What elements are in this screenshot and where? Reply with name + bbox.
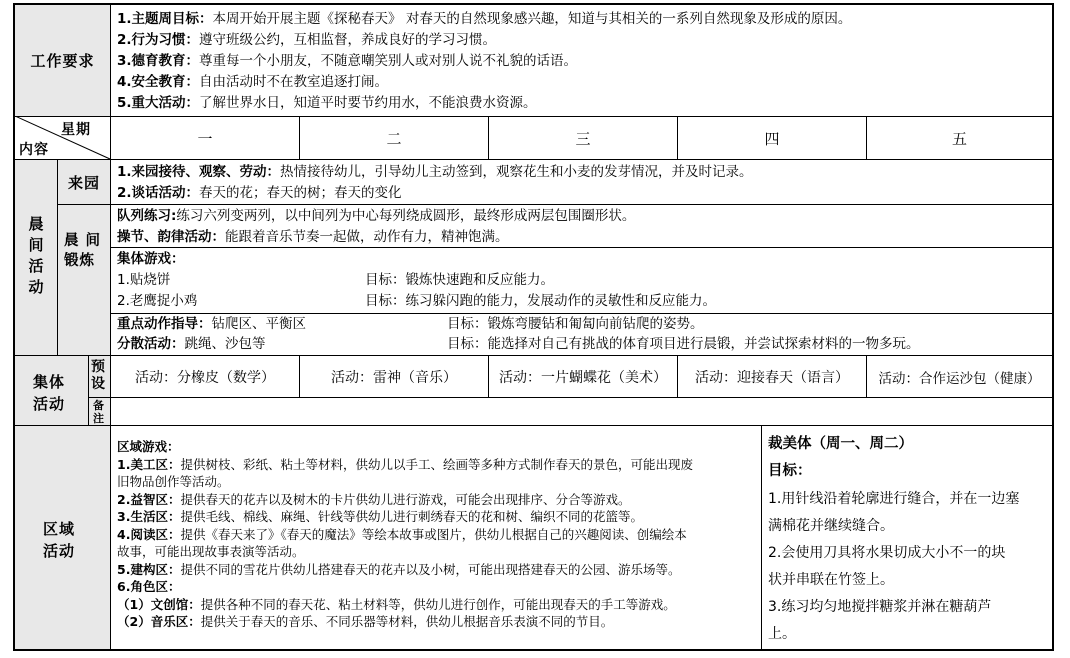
focus-title: 裁美体（周一、周二） (768, 436, 913, 452)
day-header-thu: 四 (764, 129, 780, 148)
arrival-content (117, 162, 1047, 204)
requirement-item: 5.重大活动：了解世界水日，知道平时要节约用水，不能浪费水资源。 (117, 95, 537, 111)
focus-goal-line: 3.练习均匀地搅拌糖浆并淋在糖葫芦 (768, 599, 992, 615)
focus-goal-label: 目标： (768, 463, 812, 479)
zone-line: 故事，可能出现故事表演等活动。 (117, 544, 305, 559)
zone-line: 2.益智区：提供春天的花卉以及树木的卡片供幼儿进行游戏，可能会出现排序、分合等游戏。 (117, 491, 631, 507)
arrival-line: 2.谈话活动：春天的花；春天的树；春天的变化 (117, 185, 402, 201)
group-games-content (117, 249, 1047, 313)
focus-goal-line: 2.会使用刀具将水果切成大小不一的块 (768, 545, 1006, 561)
zone-line: （1）文创馆：提供各种不同的春天花、粘土材料等，供幼儿进行创作，可能出现春天的手工等游戏。 (117, 596, 676, 612)
day-header-mon: 一 (197, 129, 213, 148)
arrival-header (58, 160, 110, 204)
collective-activity-fri: 活动：合作运沙包（健康） (878, 370, 1041, 387)
requirement-item: 1.主题周目标：本周开始开展主题《探秘春天》 对春天的自然现象感兴趣，知道与其相关的一系列自然现象及形成的原因。 (117, 11, 852, 27)
exercise-header (58, 205, 110, 355)
area-label-line2: 活动 (43, 542, 76, 560)
zone-line: 1.美工区：提供树枝、彩纸、粘土等材料，供幼儿以手工、绘画等多种方式制作春天的景色，可能出现废 (117, 456, 693, 472)
key-action-line: 重点动作指导：钻爬区、平衡区 (117, 316, 306, 332)
requirement-item: 4.安全教育：自由活动时不在教室追逐打闹。 (117, 74, 389, 90)
collective-activity-tue: 活动：雷神（音乐） (331, 369, 457, 386)
corner-weekday-label: 星期 (61, 122, 91, 138)
zone-line: 旧物品创作等活动。 (117, 474, 230, 489)
work-requirements-list (117, 9, 1047, 115)
weekly-plan-table (13, 3, 1054, 651)
preset-label: 预设 (91, 359, 105, 392)
collective-header (15, 356, 88, 425)
area-games-title: 区域游戏： (117, 439, 180, 454)
collective-label-line2: 活动 (33, 395, 66, 413)
game-goal: 目标：锻炼快速跑和反应能力。 (365, 272, 554, 288)
corner-content-label: 内容 (19, 142, 49, 158)
group-split-line: 分散活动：跳绳、沙包等 (117, 336, 266, 352)
group-games-label: 集体游戏： (117, 251, 185, 267)
drill-line: 队列练习:练习六列变两列，以中间列为中心每列绕成圆形，最终形成两层包围圈形状。 (117, 208, 636, 224)
morning-group-header (15, 160, 57, 355)
focus-activity-content (768, 432, 1050, 648)
work-requirements-header-text: 工作要求 (30, 52, 95, 70)
key-action-content (117, 314, 1047, 354)
exercise-label-line2: 锻炼 (64, 253, 95, 269)
focus-goal-line: 1.用针线沿着轮廓进行缝合，并在一边塞 (768, 491, 1020, 507)
area-header (15, 426, 110, 649)
focus-goal-line: 状并串联在竹签上。 (768, 572, 894, 588)
day-header-wed: 三 (575, 129, 591, 148)
collective-activity-thu: 活动：迎接春天（语言） (695, 369, 849, 386)
key-action-goal: 目标：锻炼弯腰钻和匍匐向前钻爬的姿势。 (447, 316, 704, 332)
preset-header (89, 356, 110, 397)
focus-goal-line: 上。 (768, 626, 796, 642)
exercise-label-line1: 晨 间 (64, 233, 102, 249)
game-name: 1.贴烧饼 (117, 272, 171, 288)
drill-content (117, 206, 1047, 248)
zone-line: 6.角色区： (117, 579, 181, 594)
day-header-fri: 五 (951, 129, 967, 148)
arrival-line: 1.来园接待、观察、劳动：热情接待幼儿，引导幼儿主动签到，观察花生和小麦的发芽情况，并及时记录。 (117, 164, 753, 180)
zone-line: 3.生活区：提供毛线、棉线、麻绳、针线等供幼儿进行刺绣春天的花和树、编织不同的花篮等。 (117, 509, 643, 524)
rhythm-line: 操节、韵律活动：能跟着音乐节奏一起做，动作有力，精神饱满。 (117, 229, 509, 245)
focus-goal-line: 满棉花并继续缝合。 (768, 518, 894, 534)
collective-activity-wed: 活动：一片蝴蝶花（美术） (499, 369, 667, 386)
requirement-item: 2.行为习惯：遵守班级公约，互相监督，养成良好的学习习惯。 (117, 32, 497, 48)
collective-activity-mon: 活动：分橡皮（数学） (135, 369, 275, 386)
day-header-tue: 二 (386, 129, 402, 148)
game-name: 2.老鹰捉小鸡 (117, 293, 198, 309)
morning-group-label: 晨间活动 (26, 215, 45, 300)
area-label-line1: 区域 (43, 520, 76, 538)
zone-line: 4.阅读区：提供《春天来了》《春天的魔法》等绘本故事或图片，供幼儿根据自己的兴趣阅读、创编绘本 (117, 526, 687, 542)
game-goal: 目标：练习躲闪跑的能力，发展动作的灵敏性和反应能力。 (365, 293, 716, 309)
collective-label-line1: 集体 (33, 373, 66, 391)
arrival-label: 来园 (67, 173, 100, 192)
requirement-item: 3.德育教育：尊重每一个小朋友，不随意嘲笑别人或对别人说不礼貌的话语。 (117, 53, 578, 69)
work-requirements-header (15, 5, 110, 116)
note-label: 备注 (93, 399, 104, 425)
note-header (89, 398, 110, 425)
zone-line: 5.建构区：提供不同的雪花片供幼儿搭建春天的花卉以及小树，可能出现搭建春天的公园、游乐场等。 (117, 561, 681, 577)
area-games-content (117, 438, 757, 631)
group-split-goal: 目标：能选择对自己有挑战的体育项目进行晨锻，并尝试探索材料的一物多玩。 (447, 336, 920, 352)
zone-line: （2）音乐区：提供关于春天的音乐、不同乐器等材料，供幼儿根据音乐表演不同的节目。 (117, 614, 614, 629)
